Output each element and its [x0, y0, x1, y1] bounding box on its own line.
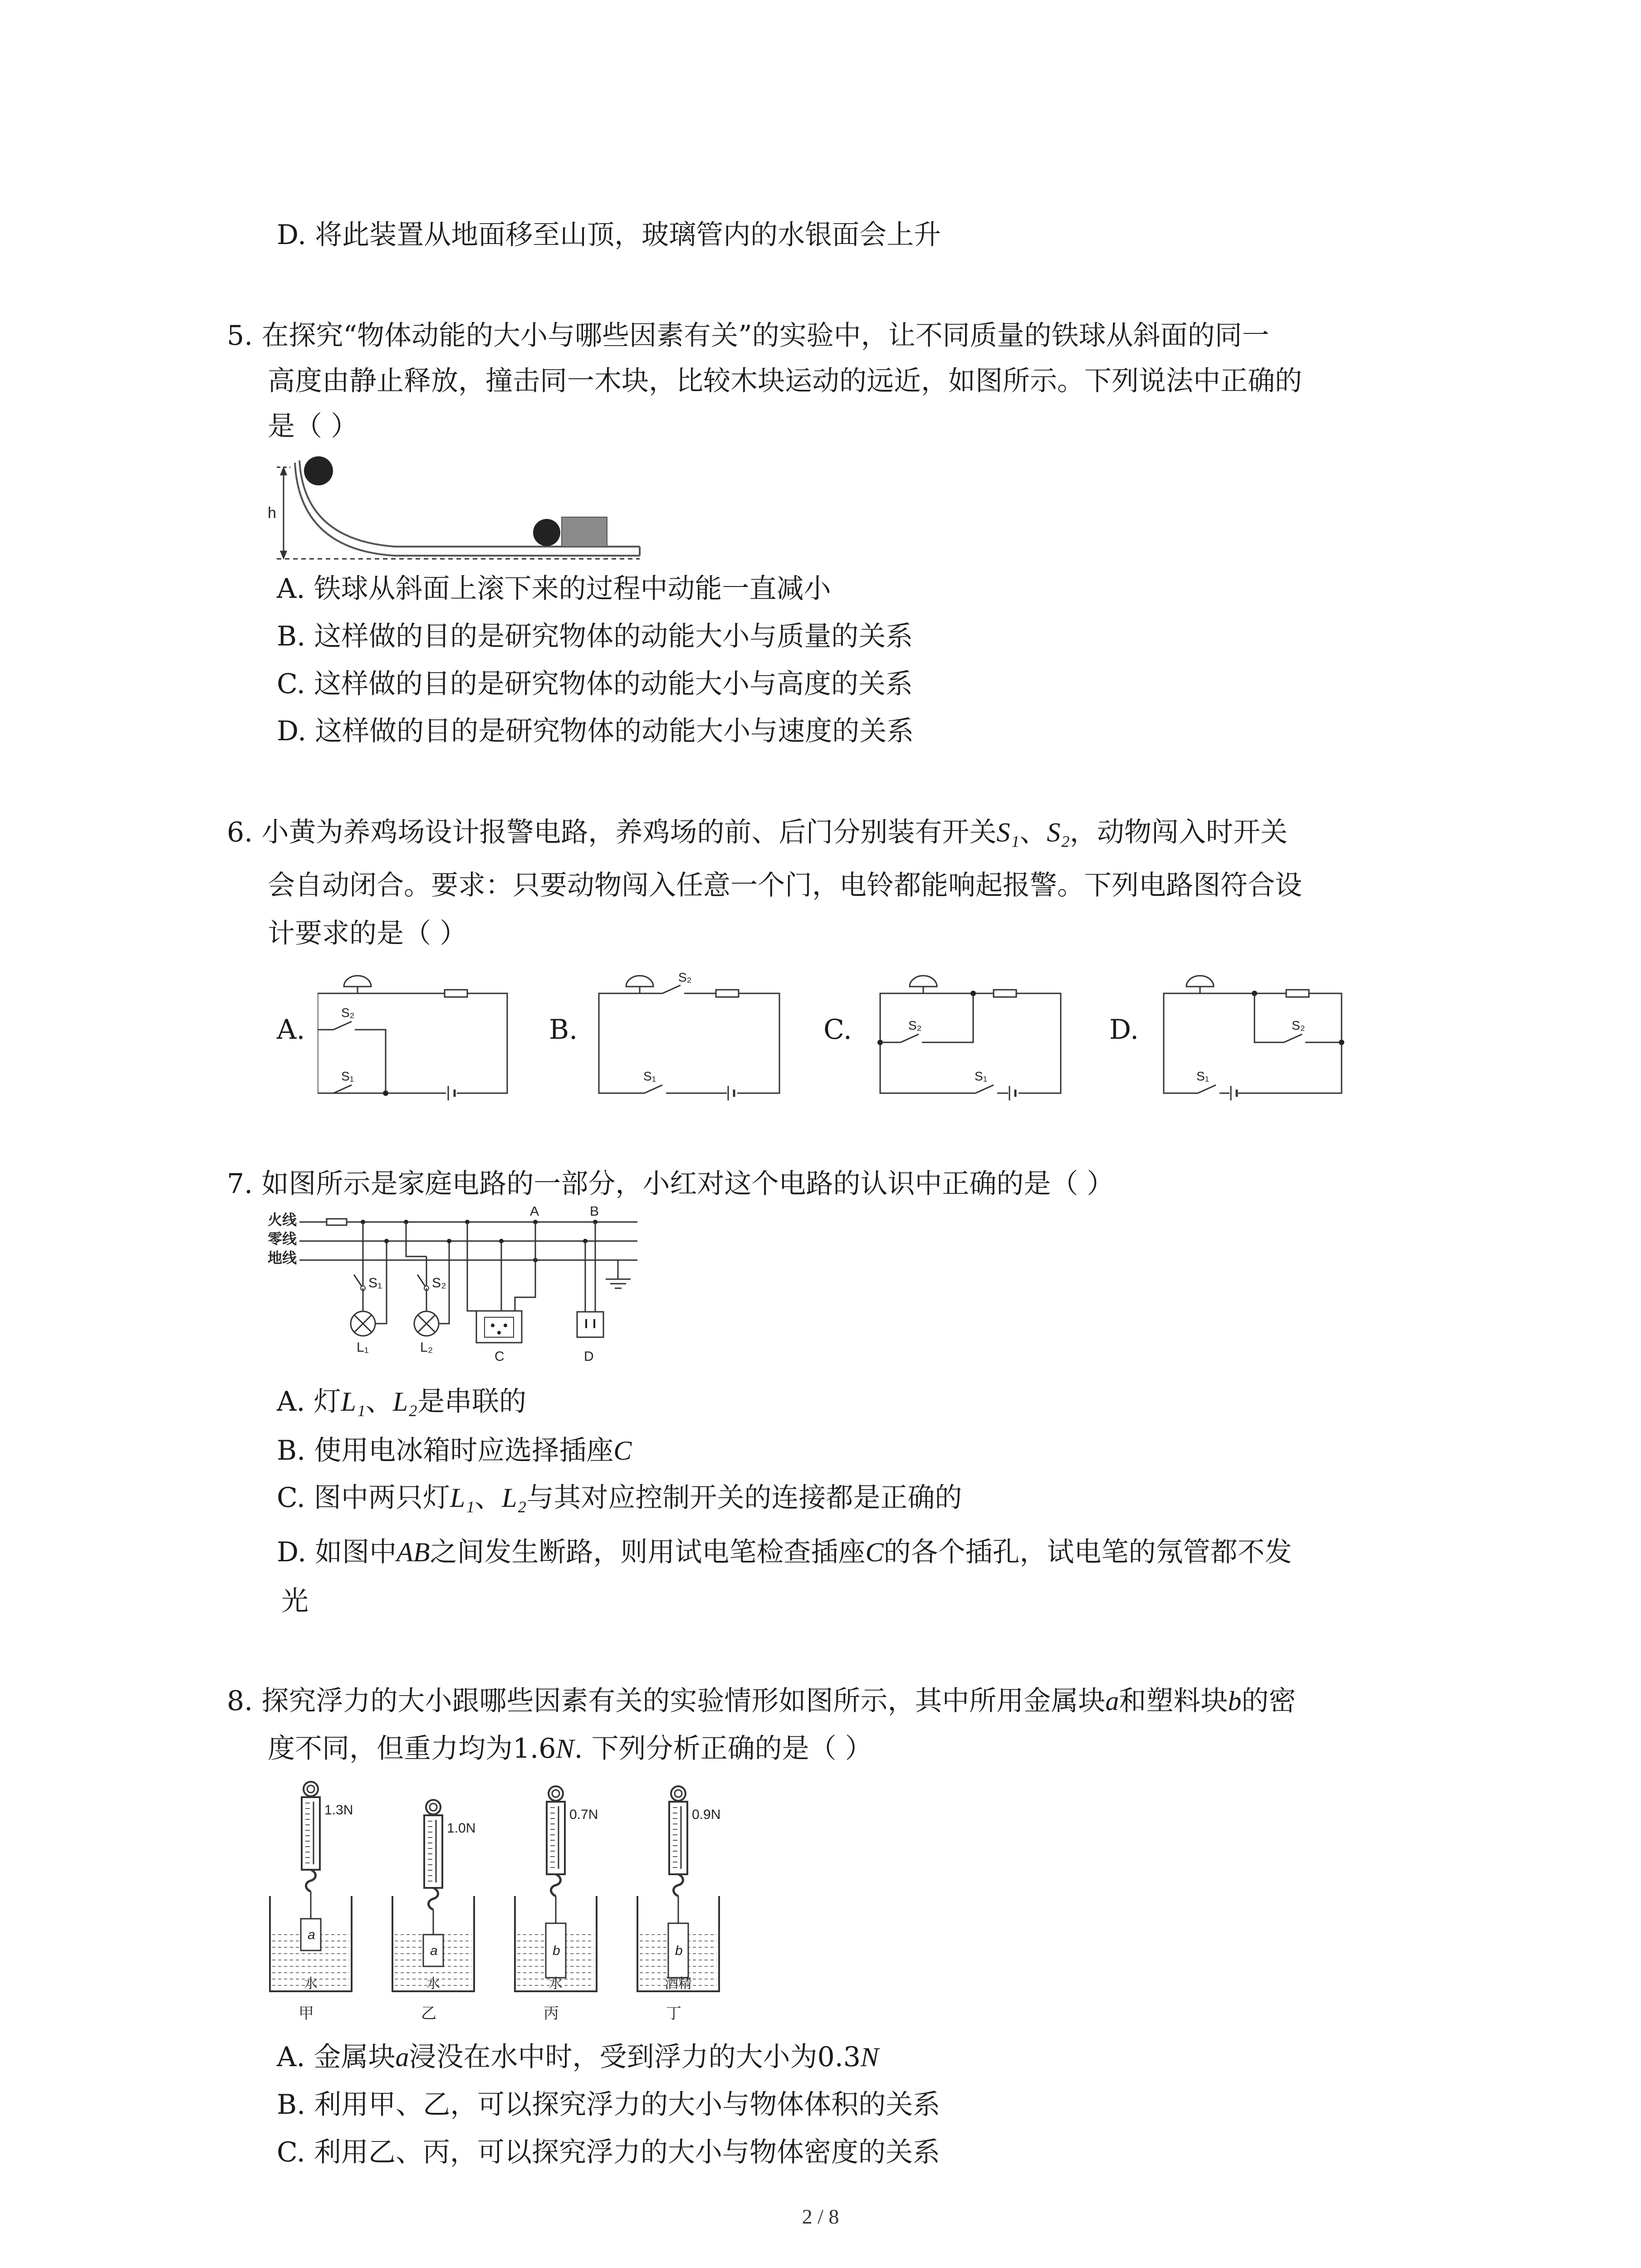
scale-reading: 0.7N	[569, 1807, 598, 1822]
q5-option-b: B. 这样做的目的是研究物体的动能大小与质量的关系	[277, 621, 913, 652]
block-label: b	[675, 1943, 683, 1958]
q7-option-a: A. 灯L₁、L₂是串联的	[277, 1386, 526, 1418]
q8-option-c: C. 利用乙、丙，可以探究浮力的大小与物体密度的关系	[277, 2136, 940, 2168]
svg-text:L₁: L₁	[357, 1340, 369, 1355]
q5-height-label: h	[268, 504, 276, 522]
panel-caption: 丁	[666, 2005, 681, 2022]
q5-stem-line1: 5. 在探究“物体动能的大小与哪些因素有关”的实验中，让不同质量的铁球从斜面的同一	[227, 320, 1269, 352]
q8-panel-3	[515, 1786, 598, 2022]
resistor-icon	[716, 990, 739, 997]
svg-text:S₁: S₁	[975, 1069, 988, 1083]
q5-option-c: C. 这样做的目的是研究物体的动能大小与高度的关系	[277, 668, 913, 700]
q6-circuit-a	[318, 966, 517, 1102]
resistor-icon	[994, 990, 1016, 997]
panel-caption: 丙	[544, 2005, 559, 2022]
q8-stem-line1: 8. 探究浮力的大小跟哪些因素有关的实验情形如图所示，其中所用金属块a和塑料块b的密	[227, 1685, 1296, 1717]
svg-text:火线: 火线	[268, 1212, 297, 1228]
q6-stem-line1: 6. 小黄为养鸡场设计报警电路，养鸡场的前、后门分别装有开关S₁、S₂，动物闯入时开关	[227, 816, 1288, 848]
svg-text:S₁: S₁	[643, 1069, 656, 1083]
q7-option-b: B. 使用电冰箱时应选择插座C	[277, 1435, 632, 1466]
spring-scale-icon	[424, 1815, 442, 1888]
q5-stem-line3: 是（ ）	[268, 411, 358, 442]
svg-text:L₂: L₂	[420, 1340, 433, 1355]
spring-scale-icon	[669, 1802, 687, 1874]
bell-icon	[626, 976, 653, 987]
q7-household-circuit	[268, 1207, 640, 1379]
svg-text:S₂: S₂	[432, 1276, 446, 1290]
q5-option-d: D. 这样做的目的是研究物体的动能大小与速度的关系	[277, 715, 914, 747]
q6-stem-line2: 会自动闭合。要求：只要动物闯入任意一个门，电铃都能响起报警。下列电路图符合设	[268, 870, 1302, 901]
q5-wooden-block	[562, 517, 607, 547]
q5-iron-ball-top	[304, 456, 333, 485]
q5-stem-line2: 高度由静止释放，撞击同一木块，比较木块运动的远近，如图所示。下列说法中正确的	[268, 365, 1302, 397]
resistor-icon	[1286, 990, 1309, 997]
block-label: a	[430, 1943, 438, 1958]
q8-buoyancy-figure	[268, 1778, 758, 2037]
fuse-icon	[327, 1219, 347, 1225]
switch-s2	[333, 1022, 352, 1030]
panel-caption: 乙	[421, 2005, 436, 2022]
q8-panel-2	[392, 1800, 475, 2022]
q7-stem: 7. 如图所示是家庭电路的一部分，小红对这个电路的认识中正确的是（ ）	[227, 1168, 1114, 1200]
resistor-icon	[445, 990, 467, 997]
switch-s2	[662, 985, 681, 993]
q8-stem-line2: 度不同，但重力均为1.6N. 下列分析正确的是（ ）	[268, 1733, 872, 1765]
bell-icon	[910, 976, 937, 987]
spring-scale-icon	[547, 1802, 565, 1874]
q4-option-d: D. 将此装置从地面移至山顶，玻璃管内的水银面会上升	[277, 219, 941, 251]
q6-circuit-d	[1155, 966, 1354, 1102]
q6-stem-line3: 计要求的是（ ）	[268, 918, 467, 949]
liquid-label: 水	[426, 1976, 440, 1991]
svg-text:地线: 地线	[268, 1250, 297, 1266]
svg-text:零线: 零线	[268, 1231, 297, 1247]
svg-text:S₁: S₁	[1196, 1069, 1210, 1083]
q6-label-a: A.	[277, 1014, 305, 1046]
liquid-label: 酒精	[665, 1976, 692, 1991]
svg-text:S₂: S₂	[908, 1018, 922, 1032]
q5-ramp-figure	[268, 449, 676, 572]
q6-label-c: C.	[823, 1014, 852, 1046]
svg-text:S₂: S₂	[1292, 1018, 1305, 1032]
q5-iron-ball-bottom	[533, 519, 560, 546]
switch-s1	[644, 1085, 662, 1093]
q5-option-a: A. 铁球从斜面上滚下来的过程中动能一直减小	[277, 573, 831, 605]
socket-d	[577, 1312, 603, 1337]
block-label: a	[308, 1927, 315, 1942]
spring-scale-icon	[302, 1797, 320, 1870]
point-b: B	[590, 1207, 599, 1219]
block-label: b	[553, 1943, 560, 1958]
point-a: A	[530, 1207, 539, 1219]
q6-circuit-c	[871, 966, 1071, 1102]
liquid-label: 水	[549, 1976, 563, 1991]
svg-text:S₂: S₂	[341, 1006, 355, 1020]
svg-text:S₁: S₁	[368, 1276, 382, 1290]
q6-label-b: B.	[549, 1014, 578, 1046]
svg-text:S₂: S₂	[678, 970, 692, 984]
scale-reading: 1.3N	[324, 1803, 353, 1818]
svg-text:C: C	[495, 1349, 505, 1364]
scale-reading: 0.9N	[692, 1807, 721, 1822]
q7-option-d-line2: 光	[281, 1585, 309, 1617]
scale-reading: 1.0N	[447, 1821, 476, 1836]
q8-panel-4	[637, 1786, 720, 2022]
q8-option-b: B. 利用甲、乙，可以探究浮力的大小与物体体积的关系	[277, 2089, 941, 2121]
bell-icon	[344, 976, 371, 987]
q8-option-a: A. 金属块a浸没在水中时，受到浮力的大小为0.3N	[277, 2041, 879, 2073]
svg-text:S₁: S₁	[341, 1069, 354, 1083]
switch-s1	[975, 1085, 994, 1093]
page-number: 2 / 8	[802, 2205, 839, 2228]
liquid-label: 水	[304, 1976, 318, 1991]
q6-circuit-b	[590, 966, 789, 1102]
switch-s2	[901, 1034, 919, 1042]
bell-icon	[1186, 976, 1214, 987]
q7-option-d: D. 如图中AB之间发生断路，则用试电笔检查插座C的各个插孔，试电笔的氖管都不发	[277, 1536, 1292, 1568]
svg-text:D: D	[584, 1349, 594, 1364]
switch-s1	[1198, 1085, 1216, 1093]
q6-label-d: D.	[1109, 1014, 1139, 1046]
panel-caption: 甲	[299, 2005, 314, 2022]
q7-option-c: C. 图中两只灯L₁、L₂与其对应控制开关的连接都是正确的	[277, 1482, 962, 1514]
switch-s2	[1284, 1034, 1302, 1042]
q8-panel-1	[270, 1782, 353, 2022]
